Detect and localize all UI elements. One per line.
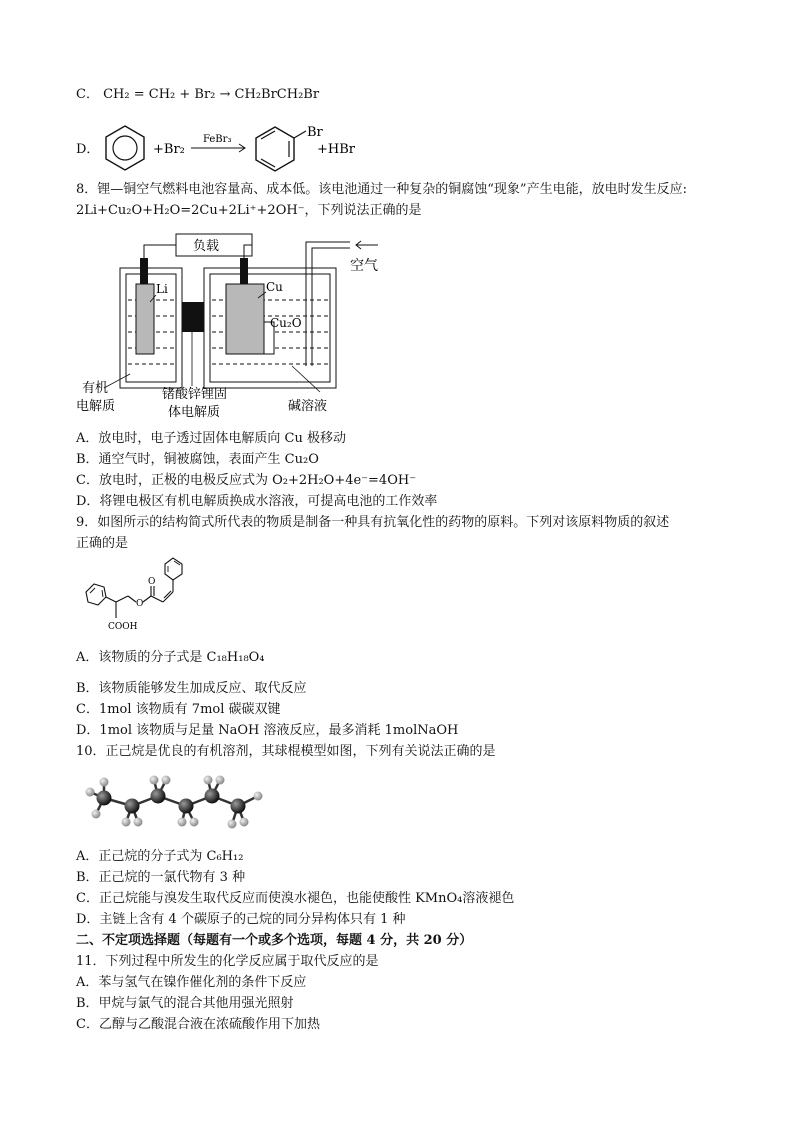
q8-stem-line2: 2Li+Cu₂O+H₂O=2Cu+2Li⁺+2OH⁻，下列说法正确的是 <box>76 203 422 218</box>
li-electrode-rod <box>140 258 148 286</box>
q9-option-a: A．该物质的分子式是 C₁₈H₁₈O₄ <box>76 650 265 665</box>
q11-option-b: B．甲烷与氯气的混合其他用强光照射 <box>76 996 294 1011</box>
cu-electrode <box>226 284 264 354</box>
q10-option-d: D．主链上含有 4 个碳原子的己烷的同分异构体只有 1 种 <box>76 912 406 927</box>
li-label: Li <box>156 282 168 296</box>
q8-stem-line1: 8．锂—铜空气燃料电池容量高、成本低。该电池通过一种复杂的铜腐蚀“现象”产生电能，放电时发生反应: <box>76 182 687 197</box>
solid-electrolyte-label-2: 体电解质 <box>168 405 221 420</box>
q7-c-label: C． <box>76 87 99 102</box>
cooh-label: COOH <box>108 622 138 632</box>
solid-electrolyte <box>182 302 204 332</box>
ester-o-label: O <box>136 599 144 609</box>
load-label: 负载 <box>193 239 220 254</box>
q9-option-c: C．1mol 该物质有 7mol 碳碳双键 <box>76 702 281 717</box>
q8-option-d: D．将锂电极区有机电解质换成水溶液，可提高电池的工作效率 <box>76 494 438 509</box>
q7-d-br: Br <box>307 125 323 140</box>
q8-option-b: B．通空气时，铜被腐蚀，表面产生 Cu₂O <box>76 452 319 467</box>
benzene-ring-icon <box>106 126 144 170</box>
q7-d-reaction-figure <box>95 118 385 176</box>
li-electrode <box>136 284 154 354</box>
q11-option-c: C．乙醇与乙酸混合液在浓硫酸作用下加热 <box>76 1017 320 1032</box>
section-heading: 二、不定项选择题（每题有一个或多个选项，每题 4 分，共 20 分） <box>76 933 473 948</box>
q7-d-label: D． <box>76 142 100 157</box>
q8-option-c: C．放电时，正极的电极反应式为 O₂+2H₂O+4e⁻=4OH⁻ <box>76 473 417 488</box>
cu-label: Cu <box>266 280 283 294</box>
q7-d-catalyst: FeBr₃ <box>203 134 232 145</box>
q10-option-a: A．正己烷的分子式为 C₆H₁₂ <box>76 849 244 864</box>
q9-stem-line1: 9．如图所示的结构简式所代表的物质是制备一种具有抗氧化性的药物的原料。下列对该原料物质的叙述 <box>76 515 670 530</box>
q10-stem: 10．正己烷是优良的有机溶剂，其球棍模型如图，下列有关说法正确的是 <box>76 744 496 759</box>
q10-option-c: C．正己烷能与溴发生取代反应而使溴水褪色，也能使酸性 KMnO₄溶液褪色 <box>76 891 515 906</box>
q7-c-equation: CH₂ = CH₂ + Br₂ → CH₂BrCH₂Br <box>103 87 320 102</box>
carbonyl-o-label: O <box>148 577 156 587</box>
air-label: 空气 <box>350 258 378 274</box>
bromobenzene-ring-icon <box>256 127 306 171</box>
hexane-ball-stick-model <box>80 762 280 844</box>
q9-option-d: D．1mol 该物质与足量 NaOH 溶液反应，最多消耗 1molNaOH <box>76 723 459 738</box>
q9-stem-line2: 正确的是 <box>76 536 129 551</box>
solid-electrolyte-label-1: 锗酸锌锂固 <box>162 387 228 402</box>
organic-electrolyte-label-2: 电解质 <box>76 399 116 414</box>
cu-electrode-rod <box>240 258 248 286</box>
organic-electrolyte-label-1: 有机 <box>82 381 109 396</box>
q9-option-b: B．该物质能够发生加成反应、取代反应 <box>76 681 307 696</box>
q11-stem: 11．下列过程中所发生的化学反应属于取代反应的是 <box>76 954 379 969</box>
battery-diagram <box>70 226 390 422</box>
q7-option-c <box>76 86 319 104</box>
q7-d-hbr: +HBr <box>317 142 355 157</box>
q10-option-b: B．正己烷的一氯代物有 3 种 <box>76 870 246 885</box>
alkaline-solution-label: 碱溶液 <box>288 399 328 414</box>
q9-structure-figure <box>72 556 212 638</box>
q8-option-a: A．放电时，电子透过固体电解质向 Cu 极移动 <box>76 431 346 446</box>
q11-option-a: A．苯与氢气在镍作催化剂的条件下反应 <box>76 975 307 990</box>
cu2o-label: Cu₂O <box>270 316 302 330</box>
q7-d-plus-br2: +Br₂ <box>153 142 185 157</box>
